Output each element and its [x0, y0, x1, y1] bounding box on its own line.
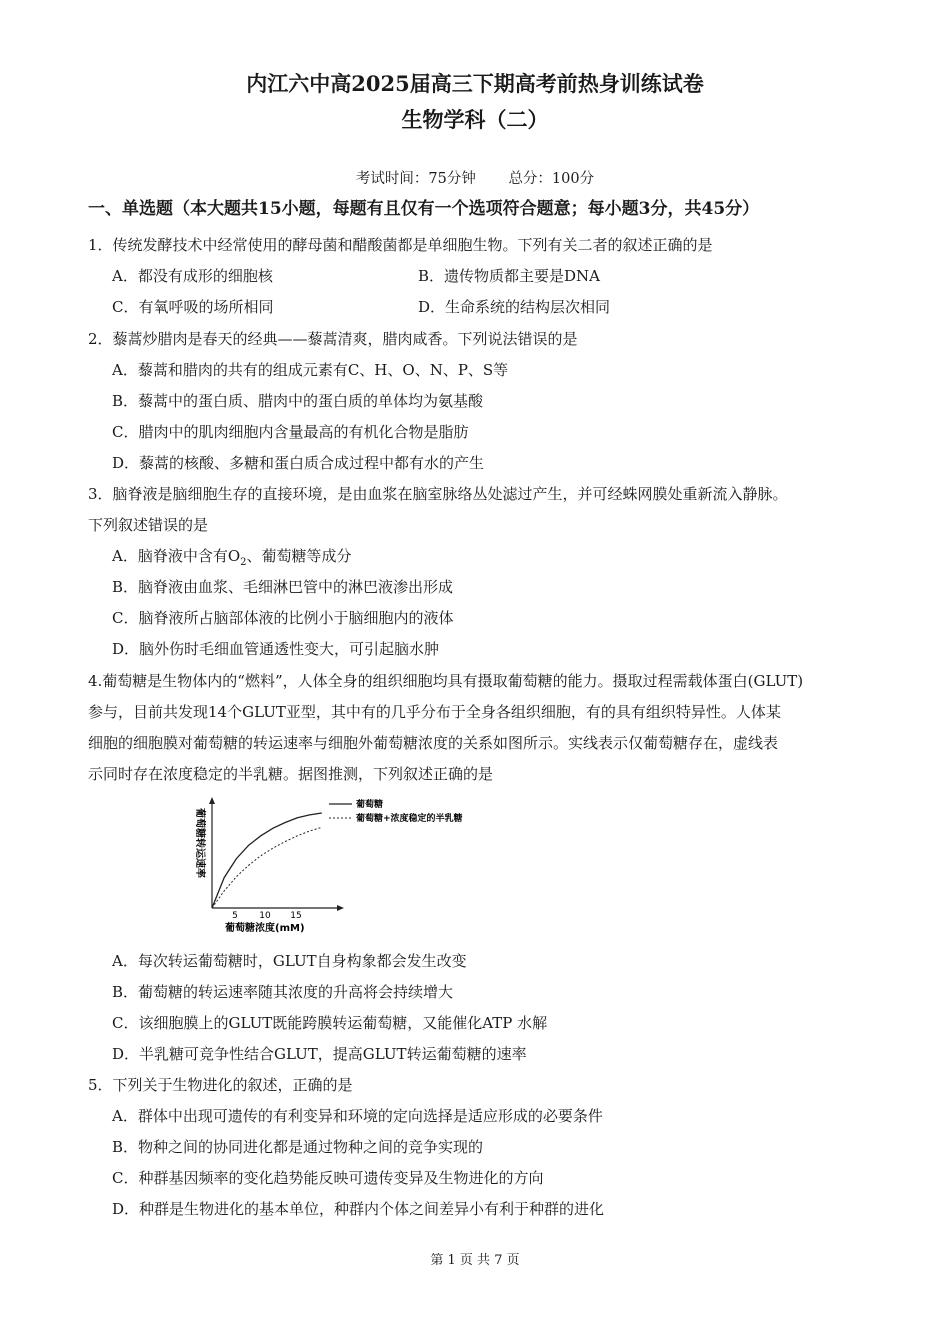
legend-glucose: 葡萄糖 [356, 800, 384, 810]
question-3-option-a-text: A．脑脊液中含有O [112, 547, 241, 565]
question-4-stem-line-1: 4.葡萄糖是生物体内的“燃料”，人体全身的组织细胞均具有摄取葡萄糖的能力。摄取过程需载体蛋白(GLUT) [88, 672, 804, 690]
question-5-stem: 5．下列关于生物进化的叙述，正确的是 [88, 1076, 353, 1094]
question-1-option-b: B．遗传物质都主要是DNA [418, 267, 601, 285]
question-3-option-d: D．脑外伤时毛细血管通透性变大，可引起脑水肿 [112, 640, 440, 658]
total-score: 总分：100分 [508, 171, 595, 187]
question-4-stem-line-3: 细胞的细胞膜对葡萄糖的转运速率与细胞外葡萄糖浓度的关系如图所示。实线表示仅葡萄糖存在，虚线表 [88, 734, 779, 752]
question-3-option-c: C．脑脊液所占脑部体液的比例小于脑细胞内的液体 [112, 609, 454, 627]
question-2-stem: 2．藜蒿炒腊肉是春天的经典——藜蒿清爽，腊肉咸香。下列说法错误的是 [88, 330, 578, 348]
legend-glucose-galactose: 葡萄糖+浓度稳定的半乳糖 [356, 814, 463, 824]
question-3-option-a [112, 545, 352, 568]
series-glucose-line [212, 813, 322, 908]
page-footer: 第 1 页 共 7 页 [430, 1253, 520, 1268]
question-4-stem-line-4: 示同时存在浓度稳定的半乳糖。据图推测，下列叙述正确的是 [88, 765, 494, 783]
y-axis-arrow [209, 797, 215, 804]
question-4-stem-line-2: 参与，目前共发现14个GLUT亚型，其中有的几乎分布于全身各组织细胞，有的具有组织特异性。人体某 [88, 703, 781, 721]
x-tick-15: 15 [290, 911, 302, 921]
question-2-option-b: B．藜蒿中的蛋白质、腊肉中的蛋白质的单体均为氨基酸 [112, 392, 484, 410]
exam-title: 内江六中高2025届高三下期高考前热身训练试卷 [246, 71, 704, 96]
question-5-option-c: C．种群基因频率的变化趋势能反映可遗传变异及生物进化的方向 [112, 1169, 544, 1187]
x-axis-arrow [337, 905, 344, 911]
question-2-option-a: A．藜蒿和腊肉的共有的组成元素有C、H、O、N、P、S等 [112, 361, 509, 379]
question-3-stem-line-1: 3．脑脊液是脑细胞生存的直接环境，是由血浆在脑室脉络丛处滤过产生，并可经蛛网膜处重新流入静脉。 [88, 485, 788, 503]
question-1-stem: 1．传统发酵技术中经常使用的酵母菌和醋酸菌都是单细胞生物。下列有关二者的叙述正确的是 [88, 236, 713, 254]
question-2-option-c: C．腊肉中的肌肉细胞内含量最高的有机化合物是脂肪 [112, 423, 469, 441]
oxygen-subscript: 2 [240, 557, 247, 568]
x-tick-10: 10 [259, 911, 271, 921]
series-glucose-galactose-line [212, 827, 322, 908]
question-1-option-c: C．有氧呼吸的场所相同 [112, 298, 274, 316]
question-4-option-b: B．葡萄糖的转运速率随其浓度的升高将会持续增大 [112, 983, 454, 1001]
question-1-option-a: A．都没有成形的细胞核 [112, 267, 273, 285]
question-2-option-d: D．藜蒿的核酸、多糖和蛋白质合成过程中都有水的产生 [112, 454, 485, 472]
question-5-option-b: B．物种之间的协同进化都是通过物种之间的竞争实现的 [112, 1138, 484, 1156]
x-axis-label: 葡萄糖浓度(mM) [225, 923, 305, 934]
question-4-option-d: D．半乳糖可竞争性结合GLUT，提高GLUT转运葡萄糖的速率 [112, 1045, 527, 1063]
question-3-stem-line-2: 下列叙述错误的是 [88, 516, 209, 534]
exam-time: 考试时间：75分钟 [355, 171, 476, 187]
question-3-option-a-tail: 、葡萄糖等成分 [246, 547, 352, 565]
glut-transport-chart [185, 793, 515, 942]
question-5-option-d: D．种群是生物进化的基本单位，种群内个体之间差异小有利于种群的进化 [112, 1200, 605, 1218]
exam-info [0, 167, 950, 188]
series-layer [212, 813, 322, 908]
chart-svg [185, 793, 515, 938]
question-3-option-b: B．脑脊液由血浆、毛细淋巴管中的淋巴液渗出形成 [112, 578, 454, 596]
x-tick-5: 5 [232, 911, 238, 921]
question-4-option-a: A．每次转运葡萄糖时，GLUT自身构象都会发生改变 [112, 952, 467, 970]
question-1-option-d: D．生命系统的结构层次相同 [418, 298, 611, 316]
question-5-option-a: A．群体中出现可遗传的有利变异和环境的定向选择是适应形成的必要条件 [112, 1107, 603, 1125]
y-axis-label: 葡萄糖转运速率 [194, 808, 205, 878]
section-heading: 一、单选题（本大题共15小题，每题有且仅有一个选项符合题意；每小题3分，共45分） [88, 199, 760, 219]
exam-subtitle: 生物学科（二） [401, 107, 549, 132]
question-4-option-c: C．该细胞膜上的GLUT既能跨膜转运葡萄糖，又能催化ATP 水解 [112, 1014, 548, 1032]
